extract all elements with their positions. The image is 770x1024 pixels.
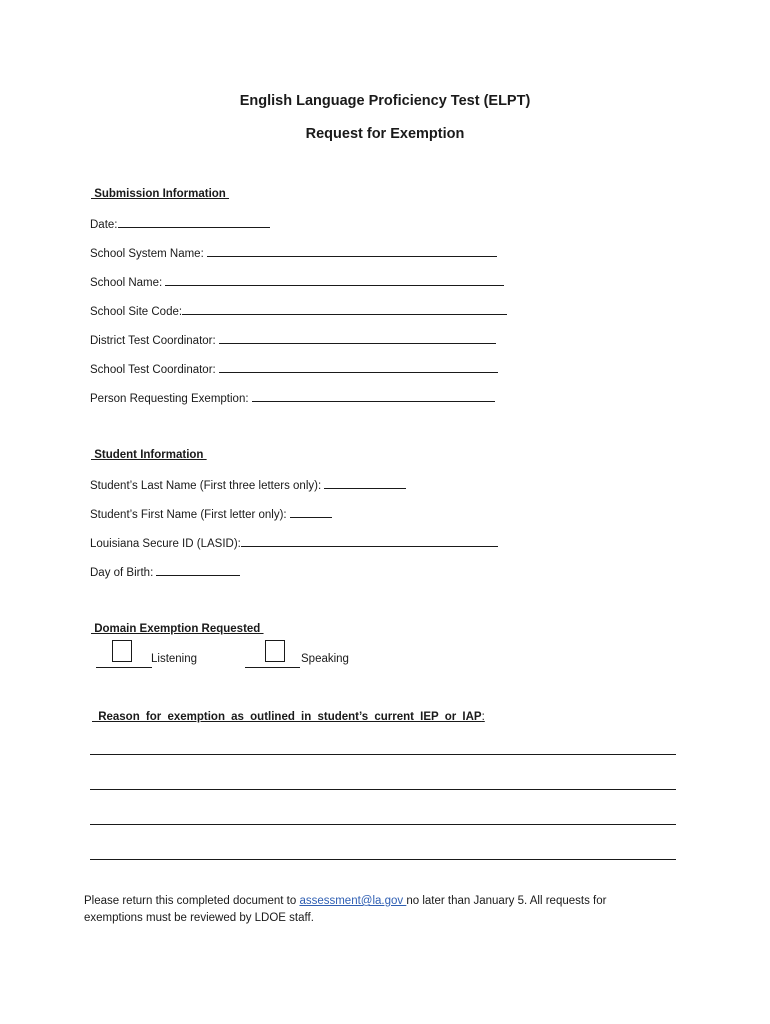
- person-requesting-exemption-field[interactable]: [90, 391, 495, 405]
- footer-instructions: [84, 893, 644, 927]
- reason-heading: [92, 711, 485, 723]
- footer-text-before: Please return this completed document to: [84, 895, 300, 907]
- school-system-name-input-line[interactable]: [207, 246, 497, 257]
- reason-heading-text: Reason for exemption as outlined in student’s current IEP or IAP: [92, 711, 482, 723]
- submission-heading: Submission Information: [91, 188, 230, 200]
- district-test-coordinator-label: District Test Coordinator:: [90, 335, 219, 347]
- person-requesting-exemption-label: Person Requesting Exemption:: [90, 393, 252, 405]
- assessment-email-link[interactable]: assessment@la.gov: [299, 895, 407, 907]
- school-name-label: School Name:: [90, 277, 166, 289]
- date-label: Date:: [90, 219, 118, 231]
- reason-answer-line-2[interactable]: [90, 789, 676, 790]
- reason-heading-colon: :: [481, 711, 485, 723]
- speaking-blank-line: [245, 667, 300, 668]
- domain-heading: Domain Exemption Requested: [91, 623, 264, 635]
- day-of-birth-label: Day of Birth:: [90, 567, 157, 579]
- listening-checkbox[interactable]: [112, 640, 132, 662]
- listening-label: Listening: [151, 653, 198, 665]
- last-name-label: Student’s Last Name (First three letters only):: [90, 480, 325, 492]
- school-system-name-field[interactable]: [90, 246, 497, 260]
- lasid-field[interactable]: [90, 536, 498, 550]
- person-requesting-exemption-input-line[interactable]: [252, 391, 495, 402]
- last-name-field[interactable]: [90, 478, 406, 492]
- school-site-code-field[interactable]: [90, 304, 507, 318]
- school-test-coordinator-field[interactable]: [90, 362, 498, 376]
- school-system-name-label: School System Name:: [90, 248, 207, 260]
- first-name-label: Student’s First Name (First letter only):: [90, 509, 290, 521]
- date-input-line[interactable]: [118, 217, 270, 228]
- lasid-input-line[interactable]: [241, 536, 498, 547]
- day-of-birth-field[interactable]: [90, 565, 240, 579]
- reason-answer-line-3[interactable]: [90, 824, 676, 825]
- school-site-code-input-line[interactable]: [182, 304, 507, 315]
- speaking-label: Speaking: [301, 653, 349, 665]
- speaking-checkbox[interactable]: [265, 640, 285, 662]
- school-name-field[interactable]: [90, 275, 504, 289]
- school-name-input-line[interactable]: [165, 275, 504, 286]
- student-heading: Student Information: [91, 449, 207, 461]
- first-name-field[interactable]: [90, 507, 332, 521]
- document-subtitle: Request for Exemption: [305, 126, 465, 142]
- reason-answer-line-1[interactable]: [90, 754, 676, 755]
- footer-text-after: no later than January 5. All requests for exemptions must be reviewed by LDOE staff.: [84, 895, 607, 924]
- listening-blank-line: [96, 667, 152, 668]
- district-test-coordinator-field[interactable]: [90, 333, 496, 347]
- date-field[interactable]: [90, 217, 270, 231]
- lasid-label: Louisiana Secure ID (LASID):: [90, 538, 241, 550]
- district-test-coordinator-input-line[interactable]: [219, 333, 496, 344]
- school-site-code-label: School Site Code:: [90, 306, 183, 318]
- last-name-input-line[interactable]: [324, 478, 406, 489]
- school-test-coordinator-input-line[interactable]: [219, 362, 498, 373]
- school-test-coordinator-label: School Test Coordinator:: [90, 364, 219, 376]
- document-title: English Language Proficiency Test (ELPT): [239, 93, 531, 109]
- reason-answer-line-4[interactable]: [90, 859, 676, 860]
- day-of-birth-input-line[interactable]: [156, 565, 240, 576]
- first-name-input-line[interactable]: [290, 507, 332, 518]
- domain-options: [96, 640, 396, 670]
